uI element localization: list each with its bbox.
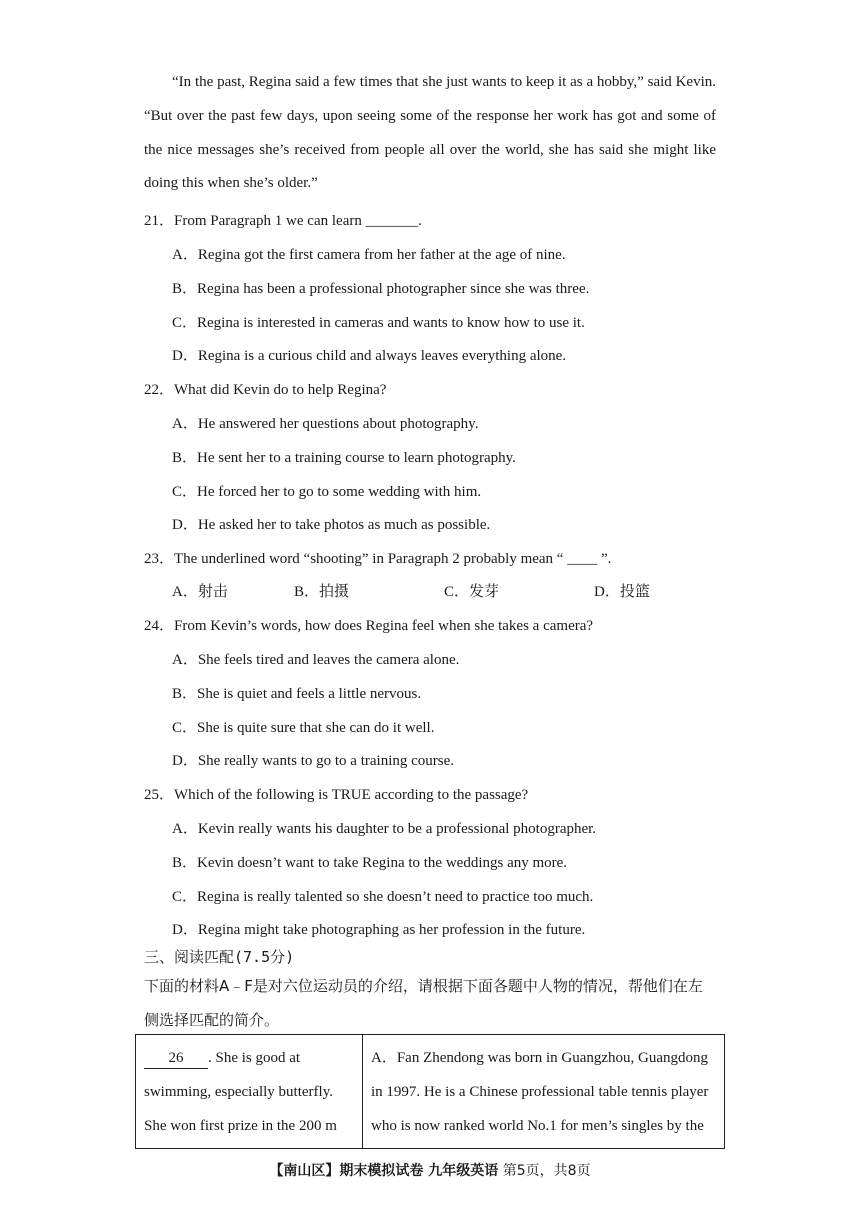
question-23-option-b[interactable]: B．拍摄: [294, 584, 350, 600]
match-question-cell: [136, 1035, 363, 1149]
footer-page-info: 第5页，共8页: [502, 1163, 591, 1179]
question-24-option-b[interactable]: B．She is quiet and feels a little nervous.: [172, 686, 422, 702]
answer-blank-26[interactable]: 26: [144, 1048, 208, 1069]
match-profile-text: A．Fan Zhendong was born in Guangzhou, Guangdong in 1997. He is a Chinese professional table tennis player who is now ranked world No.1 for men’s singles by the: [371, 1050, 709, 1134]
question-22-option-a[interactable]: A．He answered her questions about photography.: [172, 416, 479, 432]
question-25-option-b[interactable]: B．Kevin doesn’t want to take Regina to the weddings any more.: [172, 855, 568, 871]
match-question-text: . She is good at swimming, especially butterfly. She won first prize in the 200 m: [144, 1050, 337, 1134]
section-3-title: 三、阅读匹配(7.5分): [144, 948, 295, 966]
footer-exam-title: 【南山区】期末模拟试卷 九年级英语: [269, 1163, 499, 1179]
question-21-option-c[interactable]: C．Regina is interested in cameras and wants to know how to use it.: [172, 315, 585, 331]
question-21-stem: 21．From Paragraph 1 we can learn _______.: [144, 213, 422, 229]
matching-table: [135, 1034, 725, 1149]
passage-final-paragraph: [144, 66, 716, 201]
question-22-option-b[interactable]: B．He sent her to a training course to learn photography.: [172, 450, 516, 466]
question-21-option-b[interactable]: B．Regina has been a professional photographer since she was three.: [172, 281, 590, 297]
match-profile-cell: [363, 1035, 725, 1149]
question-23-stem: 23．The underlined word “shooting” in Paragraph 2 probably mean “ ____ ”.: [144, 551, 612, 567]
table-row: [136, 1035, 725, 1149]
question-25-option-a[interactable]: A．Kevin really wants his daughter to be a professional photographer.: [172, 821, 597, 837]
question-24-option-d[interactable]: D．She really wants to go to a training course.: [172, 753, 455, 769]
question-24-stem: 24．From Kevin’s words, how does Regina feel when she takes a camera?: [144, 618, 594, 634]
question-24-option-c[interactable]: C．She is quite sure that she can do it well.: [172, 720, 435, 736]
question-22-option-c[interactable]: C．He forced her to go to some wedding with him.: [172, 484, 482, 500]
question-22-stem: 22．What did Kevin do to help Regina?: [144, 382, 387, 398]
question-25-option-d[interactable]: D．Regina might take photographing as her profession in the future.: [172, 922, 586, 938]
question-21-option-a[interactable]: A．Regina got the first camera from her father at the age of nine.: [172, 247, 566, 263]
question-23-option-d[interactable]: D．投篮: [594, 584, 650, 600]
page-footer: [0, 1160, 860, 1180]
question-25-stem: 25．Which of the following is TRUE according to the passage?: [144, 787, 529, 803]
question-22-option-d[interactable]: D．He asked her to take photos as much as possible.: [172, 517, 491, 533]
section-3-description: 下面的材料A﹣F是对六位运动员的介绍，请根据下面各题中人物的情况，帮他们在左侧选择匹配的简介。: [144, 977, 703, 1029]
passage-text: “In the past, Regina said a few times that she just wants to keep it as a hobby,” said Kevin. “But over the past few days, upon seeing some of the response her work has got and some of the nice messages she’s received from people all over the world, she has said she might like doing this when she’s older.”: [144, 74, 716, 192]
question-23-option-c[interactable]: C．发芽: [444, 584, 500, 600]
question-23-option-a[interactable]: A．射击: [172, 584, 228, 600]
question-21-option-d[interactable]: D．Regina is a curious child and always leaves everything alone.: [172, 348, 567, 364]
question-24-option-a[interactable]: A．She feels tired and leaves the camera alone.: [172, 652, 460, 668]
question-25-option-c[interactable]: C．Regina is really talented so she doesn’t need to practice too much.: [172, 889, 594, 905]
